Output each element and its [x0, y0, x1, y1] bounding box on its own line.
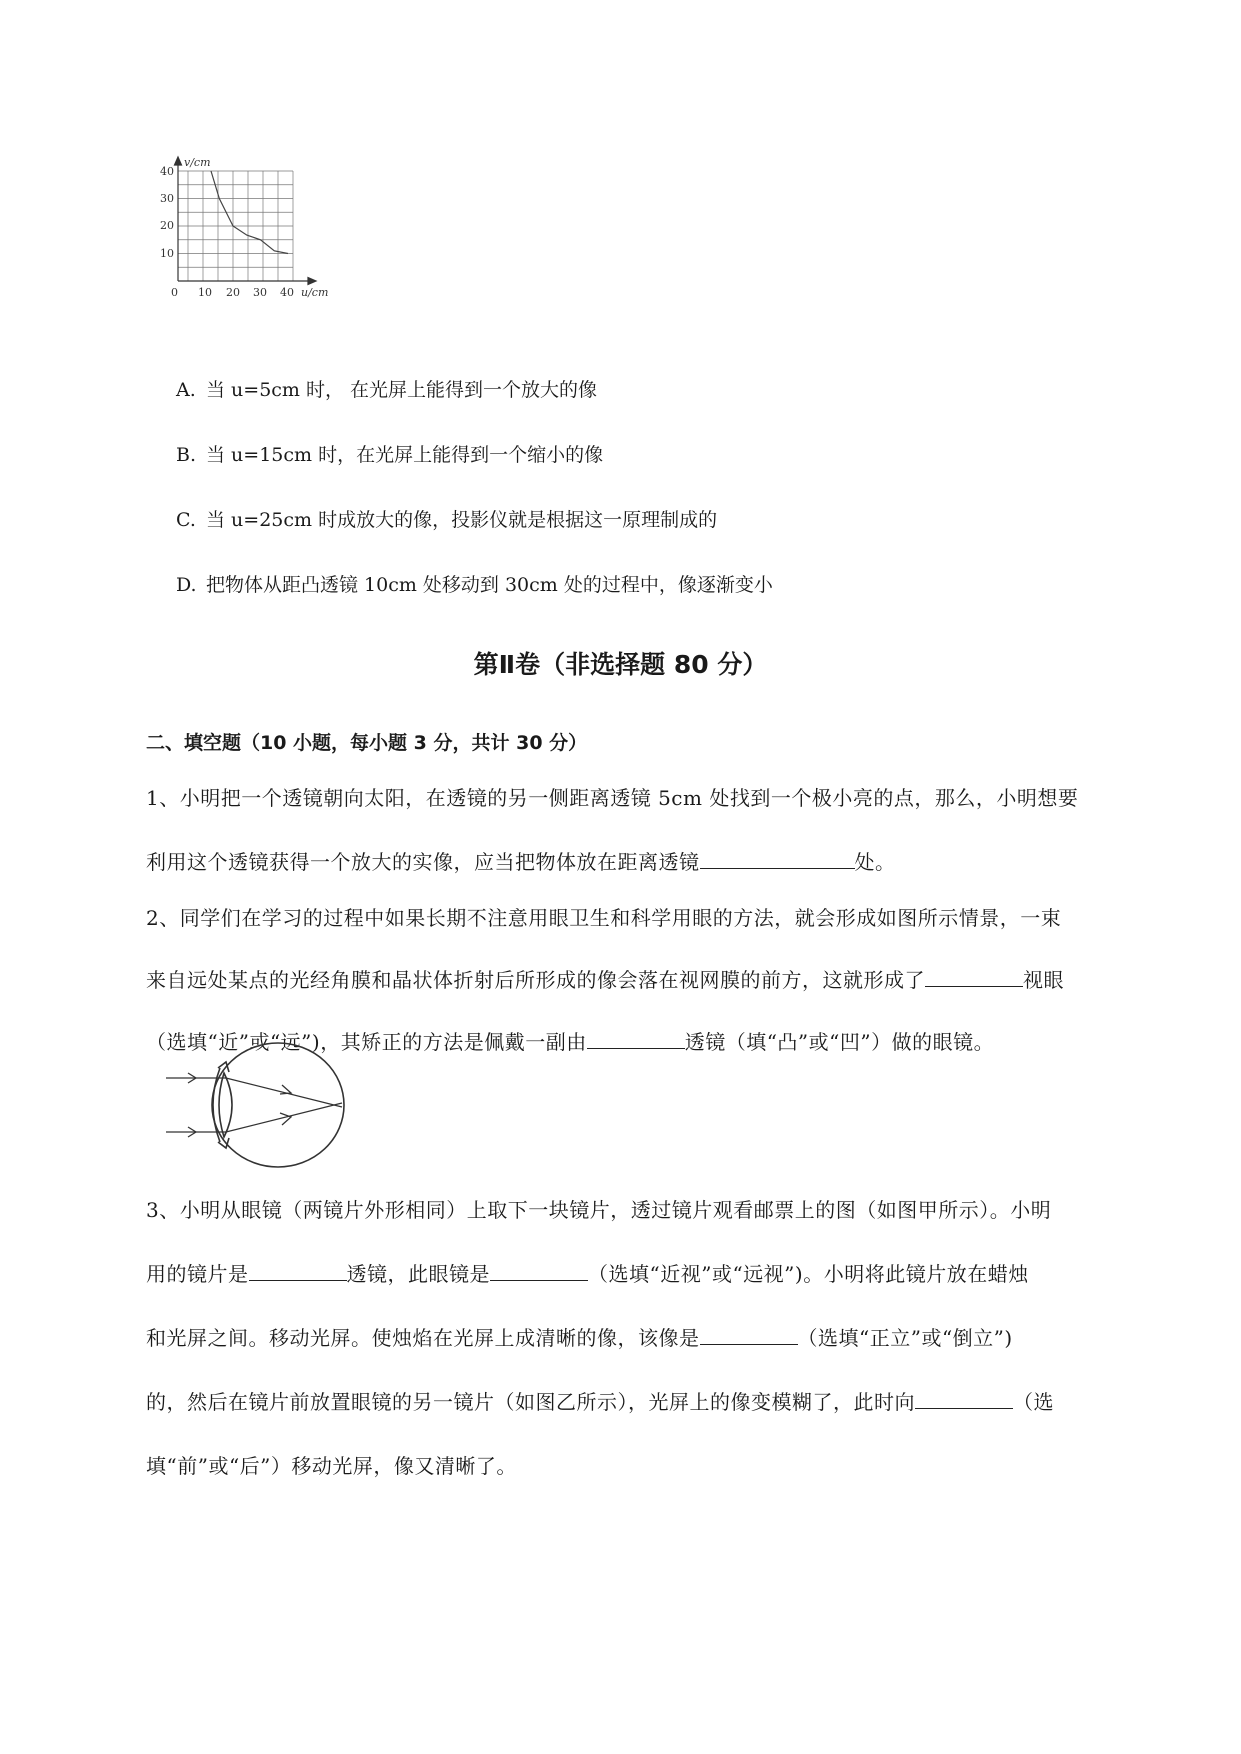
question-text: 透镜，此眼镜是 [346, 1262, 490, 1286]
x-tick-label: 30 [253, 286, 267, 299]
question-line [146, 844, 1146, 880]
option-text: 当 u=25cm 时成放大的像，投影仪就是根据这一原理制成的 [206, 509, 718, 531]
x-tick-label: 0 [171, 286, 178, 299]
y-tick-label: 20 [160, 219, 174, 232]
question-text: 用的镜片是 [146, 1262, 249, 1286]
question-3 [146, 1192, 1146, 1514]
eye-diagram [166, 1040, 356, 1170]
question-text: （选 [1013, 1390, 1054, 1414]
section-title: 第Ⅱ卷（非选择题 80 分） [473, 650, 768, 679]
question-1 [146, 780, 1146, 910]
option-text: 当 u=5cm 时， 在光屏上能得到一个放大的像 [206, 379, 598, 401]
option-letter: A. [176, 379, 196, 401]
question-text: （选填“近视”或“远视”)。小明将此镜片放在蜡烛 [588, 1262, 1029, 1286]
answer-blank[interactable] [700, 1322, 798, 1345]
option-text: 把物体从距凸透镜 10cm 处移动到 30cm 处的过程中，像逐渐变小 [206, 574, 773, 596]
question-text: （选填“近”或“远”)，其矫正的方法是佩戴一副由 [146, 1030, 587, 1054]
lens [219, 1073, 232, 1137]
answer-blank[interactable] [587, 1026, 685, 1049]
answer-blank[interactable] [249, 1258, 347, 1281]
question-text: 2、同学们在学习的过程中如果长期不注意用眼卫生和科学用眼的方法，就会形成如图所示情景，一束 [146, 906, 1062, 930]
answer-blank[interactable] [925, 964, 1023, 987]
question-text: 3、小明从眼镜（两镜片外形相同）上取下一块镜片，透过镜片观看邮票上的图（如图甲所示）。小明 [146, 1198, 1052, 1222]
x-tick-label: 10 [198, 286, 212, 299]
option-letter: C. [176, 509, 196, 531]
answer-blank[interactable] [915, 1386, 1013, 1409]
question-line [146, 1320, 1146, 1356]
question-text: 处。 [854, 850, 896, 874]
question-text: 1、小明把一个透镜朝向太阳，在透镜的另一侧距离透镜 5cm 处找到一个极小亮的点，那么，小明想要 [146, 786, 1079, 810]
x-axis-label: u/cm [301, 286, 329, 299]
subsection-title: 二、填空题（10 小题，每小题 3 分，共计 30 分） [146, 732, 588, 754]
option-d [176, 573, 773, 597]
question-text: （选填“正立”或“倒立”) [797, 1326, 1013, 1350]
graph-grid [178, 171, 293, 281]
x-tick-label: 40 [280, 286, 294, 299]
answer-blank[interactable] [490, 1258, 588, 1281]
question-text: 和光屏之间。移动光屏。使烛焰在光屏上成清晰的像，该像是 [146, 1326, 700, 1350]
question-text: 来自远处某点的光经角膜和晶状体折射后所形成的像会落在视网膜的前方，这就形成了 [146, 968, 925, 992]
option-text: 当 u=15cm 时，在光屏上能得到一个缩小的像 [206, 444, 604, 466]
v-u-graph [158, 155, 358, 335]
option-a [176, 378, 597, 402]
option-letter: D. [176, 574, 197, 596]
answer-blank[interactable] [700, 846, 855, 869]
question-line [146, 962, 1146, 998]
option-b [176, 443, 603, 467]
y-tick-label: 40 [160, 165, 174, 178]
arrow-icon [280, 1113, 291, 1125]
question-line [146, 1256, 1146, 1292]
y-tick-label: 30 [160, 192, 174, 205]
question-text: 填“前”或“后”）移动光屏，像又清晰了。 [146, 1454, 517, 1478]
question-text: 透镜（填“凸”或“凹”）做的眼镜。 [684, 1030, 995, 1054]
x-tick-label: 20 [226, 286, 240, 299]
option-c [176, 508, 717, 532]
y-axis-label: v/cm [184, 156, 211, 169]
option-letter: B. [176, 444, 197, 466]
refracted-ray-lower [226, 1103, 342, 1132]
question-text: 视眼 [1023, 968, 1064, 992]
question-line [146, 1384, 1146, 1420]
refracted-ray-upper [226, 1078, 342, 1107]
graph-axes [175, 157, 317, 285]
question-text: 的，然后在镜片前放置眼镜的另一镜片（如图乙所示），光屏上的像变模糊了，此时向 [146, 1390, 915, 1414]
question-text: 利用这个透镜获得一个放大的实像，应当把物体放在距离透镜 [146, 850, 700, 874]
y-tick-label: 10 [160, 247, 174, 260]
